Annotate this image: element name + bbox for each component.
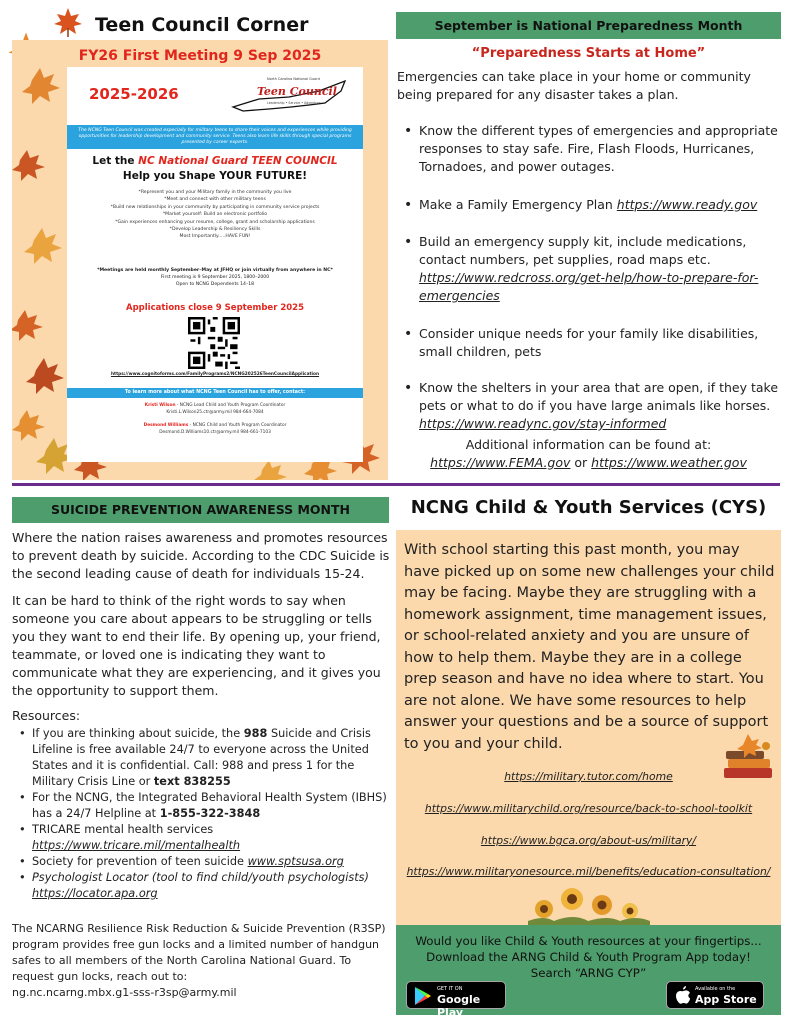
list-item: • Psychologist Locator (tool to find child/youth psychologists) https://locator.apa.org	[17, 870, 392, 902]
sunflowers-decoration	[524, 875, 654, 925]
apa-locator-link[interactable]: https://locator.apa.org	[32, 887, 158, 900]
flyer-org-caption: North Carolina National Guard	[267, 77, 320, 81]
r3sp-footer: The NCARNG Resilience Risk Reduction & Suicide Prevention (R3SP) program provides free gun locks and a limited number of handgun safes to all members of the North Carolina National Guard. To request gun locks, reach out to: ng.nc.ncarng.mbx.g1-sss-r3sp@army.mil	[12, 921, 392, 1001]
list-item: Most Importantly.....HAVE FUN!	[179, 234, 251, 240]
weather-link[interactable]: https://www.weather.gov	[591, 455, 747, 470]
list-item: *Develop Leadership & Resiliency Skills	[169, 227, 261, 233]
teen-council-title: Teen Council Corner	[95, 14, 309, 36]
flyer-benefits-list	[67, 189, 363, 241]
list-item: • TRICARE mental health services https://www.tricare.mil/mentalhealth	[17, 822, 392, 854]
meeting-note: *Meetings are held monthly September–May at JFHQ or join virtually from anywhere in NC*	[97, 268, 333, 273]
preparedness-subtitle: “Preparedness Starts at Home”	[471, 46, 706, 61]
suicide-prevention-header: SUICIDE PREVENTION AWARENESS MONTH	[12, 497, 389, 523]
qr-code-icon[interactable]	[188, 317, 240, 369]
preparedness-more-info: Additional information can be found at: https://www.FEMA.gov or https://www.weather.gov	[430, 437, 747, 470]
flyer-intro: The NCNG Teen Council was created especially for military teens to share their voices and experiences while providing opportunities for leadership development and community service. Teens also learn life skills through special programs presented by career experts.	[67, 125, 363, 149]
maple-leaf-icon	[52, 6, 84, 38]
list-item: *Represent you and your Military family in the community you live	[138, 190, 292, 195]
flyer-logo-text: Teen Council	[257, 85, 337, 98]
app-store-small-label: Available on the	[695, 986, 736, 992]
cys-app-text: Would you like Child & Youth resources at your fingertips... Download the ARNG Child & Youth Program App today! Search “ARNG CYP”	[415, 934, 762, 980]
list-item: *Build new relationships in your community by participating in community service projects	[110, 204, 320, 210]
list-item: • For the NCNG, the Integrated Behavioral Health System (IBHS) has a 24/7 Helpline at 1-855-322-3848	[17, 790, 392, 822]
flyer-learn-more: To learn more about what NCNG Teen Council has to offer, contact:	[67, 388, 363, 398]
list-item: • Make a Family Emergency Plan https://www.ready.gov	[400, 196, 780, 214]
teen-council-flyer	[67, 67, 363, 462]
militaryonesource-link[interactable]: https://www.militaryonesource.mil/benefits/education-consultation/	[406, 865, 771, 878]
sptsusa-link[interactable]: www.sptsusa.org	[247, 855, 344, 868]
flyer-logo-tagline: Leadership • Service • Adventure	[267, 101, 321, 105]
tricare-link[interactable]: https://www.tricare.mil/mentalhealth	[32, 839, 241, 852]
app-store-button[interactable]	[666, 981, 764, 1009]
r3sp-email[interactable]: ng.nc.ncarng.mbx.g1-sss-r3sp@army.mil	[12, 986, 237, 999]
suicide-prevention-para-2: It can be hard to think of the right words to say when someone you care about appears to be struggling or tells you they want to end their life. By opening up, your friend, teammate, or loved one is indicating they want to communicate what they are experiencing, and it gives you the opportunity to support them.	[12, 593, 381, 698]
cys-title: NCNG Child & Youth Services (CYS)	[410, 497, 767, 518]
redcross-link[interactable]: https://www.redcross.org/get-help/how-to-prepare-for-emergencies	[419, 270, 759, 303]
list-item: *Market yourself: Build an electronic portfolio	[162, 212, 268, 218]
militarychild-link[interactable]: https://www.militarychild.org/resource/back-to-school-toolkit	[424, 802, 753, 815]
list-item: • Consider unique needs for your family like disabilities, small children, pets	[400, 325, 780, 361]
preparedness-header: September is National Preparedness Month	[396, 12, 781, 39]
google-play-icon	[414, 986, 432, 1006]
list-item: • Know the shelters in your area that are open, if they take pets or what to do if you have large animals like horses. https://www.readync.gov/stay-informed	[400, 379, 780, 433]
readync-link[interactable]: https://www.readync.gov/stay-informed	[419, 416, 667, 431]
preparedness-intro: Emergencies can take place in your home or community being prepared for any disaster takes a plan.	[397, 69, 751, 102]
tutor-link[interactable]: https://military.tutor.com/home	[504, 770, 673, 783]
apple-icon	[675, 986, 691, 1006]
contact-kristi-wilson: Kristi Wilson - NCNG Lead Child and Youth Program Coordinator Kristi.L.Wilson25.ctr@army.mil 984-664-7084	[144, 403, 286, 415]
flyer-headline-2: Help you Shape YOUR FUTURE!	[122, 170, 308, 182]
bgca-link[interactable]: https://www.bgca.org/about-us/military/	[480, 834, 697, 847]
ready-gov-link[interactable]: https://www.ready.gov	[616, 197, 758, 212]
list-item: • If you are thinking about suicide, the 988 Suicide and Crisis Lifeline is free available 24/7 to everyone across the United States and it is confidential. Call: 988 and press 1 for the Military Crisis Line or text 838255	[17, 726, 392, 790]
list-item: *Gain experiences enhancing your resume, college, grant and scholarship applications	[115, 219, 315, 225]
google-play-button[interactable]	[406, 981, 506, 1019]
first-meeting: First meeting is 9 September 2025, 1800–2000	[160, 275, 270, 280]
flyer-headline: Let the NC National Guard TEEN COUNCIL	[92, 155, 338, 167]
contact-desmond-williams: Desmond Williams - NCNG Child and Youth Program Coordinator Desmond.D.Williams10.ctr@army.mil 984-661-7103	[143, 423, 287, 435]
list-item: • Know the different types of emergencies and appropriate responses to stay safe. Fire, Flash Floods, Hurricanes, Tornadoes, and power outages.	[400, 122, 780, 176]
suicide-prevention-para-1: Where the nation raises awareness and promotes resources to prevent death by suicide. According to the CDC Suicide is the second leading cause of death for individuals 15-24.	[12, 530, 390, 581]
flyer-meeting-info	[67, 267, 363, 288]
cys-app-banner	[396, 925, 781, 1019]
flyer-year: 2025-2026	[89, 85, 179, 103]
application-link[interactable]: https://www.cognitoforms.com/FamilyPrograms2/NCNG202526TeenCouncilApplication	[110, 372, 320, 377]
resources-label: Resources:	[12, 708, 81, 723]
teen-council-panel	[12, 40, 388, 480]
open-to: Open to NCNG Dependents 14–18	[175, 282, 255, 287]
list-item: • Build an emergency supply kit, include medications, contact numbers, pet supplies, road maps etc. https://www.redcross.org/get-help/how-to-prepare-for-emergencies	[400, 233, 780, 305]
list-item: *Meet and connect with other military teens	[164, 197, 266, 203]
app-store-label: App Store	[695, 993, 757, 1006]
meeting-banner: FY26 First Meeting 9 Sep 2025	[78, 48, 322, 64]
cys-panel	[396, 530, 781, 925]
fema-link[interactable]: https://www.FEMA.gov	[430, 455, 571, 470]
google-play-small-label: GET IT ON	[437, 986, 463, 992]
section-divider	[12, 483, 780, 486]
google-play-label: Google Play	[437, 993, 481, 1019]
preparedness-list	[400, 122, 780, 433]
resources-list	[17, 726, 392, 902]
list-item: • Society for prevention of teen suicide www.sptsusa.org	[17, 854, 392, 870]
cys-body: With school starting this past month, you may have picked up on some new challenges your child may be facing. Maybe they are struggling with a homework assignment, time management issues, or school-related anxiety and you are unsure of how to help them. Maybe they are in a college prep season and have no idea where to start. You are not alone. We have some resources to help answer your questions and be a source of support to you and your child.	[404, 542, 775, 752]
applications-close: Applications close 9 September 2025	[126, 303, 304, 313]
